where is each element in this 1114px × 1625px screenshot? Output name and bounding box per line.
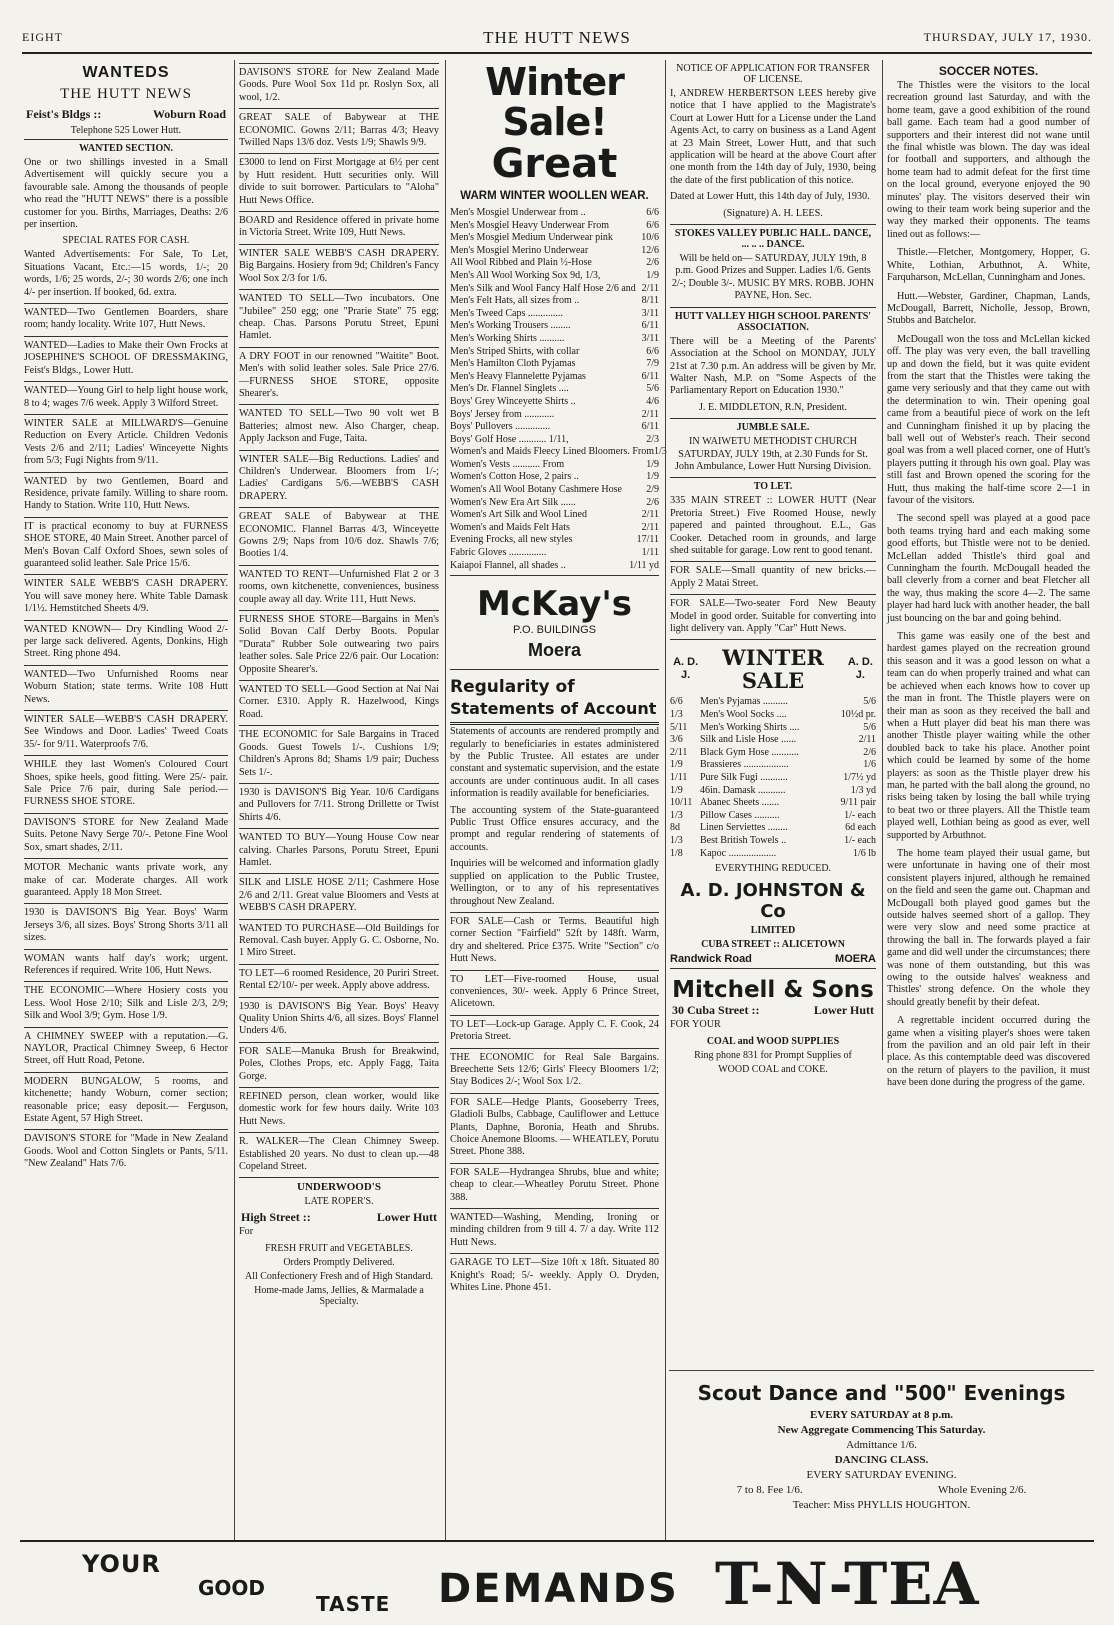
sale-item	[670, 759, 876, 772]
sale-item-old-price: 1/9	[670, 759, 683, 771]
stokes-valley-heading: STOKES VALLEY PUBLIC HALL. DANCE, ... .. .. DANCE.	[674, 228, 872, 251]
classified-ad: WANTED TO RENT—Unfurnished Flat 2 or 3 rooms, own kitchenette, conveniences, business couple away all day. Write 111, Hutt News.	[239, 568, 439, 605]
price-item	[450, 409, 659, 422]
price-item-value: 2/11	[641, 521, 659, 533]
adj-address-1: CUBA STREET :: ALICETOWN	[701, 939, 845, 951]
classified-ad: FOR SALE—Hedge Plants, Gooseberry Trees, Gladioli Bulbs, Cabbage, Cauliflower and Lettuce Plants, Daphne, Boronia, Heath and Shrubs. Choice Anemone Blooms. — WHEATLEY, Porutu Street. Phone 388.	[450, 1096, 659, 1158]
regularity-heading: Regularity of	[450, 677, 575, 698]
classified-ad: BOARD and Residence offered in private home in Victoria Street. Write 109, Hutt News.	[239, 215, 439, 239]
price-item	[450, 232, 659, 245]
sale-item-name: Men's Wool Socks ....	[700, 709, 787, 720]
sale-item	[670, 848, 876, 861]
price-item-value: 6/11	[641, 370, 659, 382]
classified-ad: WINTER SALE WEBB'S CASH DRAPERY. You will save money here. White Table Damask 1/1½. Hemstitched Sheets 4/9.	[24, 578, 228, 615]
price-item	[450, 471, 659, 484]
price-item	[450, 497, 659, 510]
price-item	[450, 371, 659, 384]
soccer-paragraph: A regrettable incident occurred during the game when a visiting player's shoes were taken from the pavilion and an old pair left in their place. As this contemptable deed was discovered on the return of players to the pavilion, it must have been done during the progress of the game.	[887, 1015, 1090, 1089]
classified-ad: £3000 to lend on First Mortgage at 6½ per cent by Hutt resident. Hutt securities only. Will divide to suit borrower. Particulars to "Aloha" Hutt News Office.	[239, 157, 439, 206]
price-item-value: 2/3	[646, 433, 659, 445]
price-item-name: Fabric Gloves ...............	[450, 547, 547, 559]
classified-ad: DAVISON'S STORE for New Zealand Made Suits. Petone Navy Serge 70/-. Petone Fine Wool Sox, smart shades, 2/11.	[24, 816, 228, 853]
banner-good: GOOD	[198, 1576, 266, 1600]
price-item-value: 17/11	[636, 534, 659, 546]
price-item-value: 2/11	[641, 408, 659, 420]
stokes-valley-text: Will be held on— SATURDAY, JULY 19th, 8 p.m. Good Prizes and Supper. Ladies 1/6. Gents 2/-; Double 3/-. MUSIC BY MRS. ROBB. JOHN PAYNE, Hon. Sec.	[671, 253, 875, 302]
price-item-name: Men's Dr. Flannel Singlets ....	[450, 383, 569, 395]
mitchell-for: FOR YOUR	[670, 1019, 721, 1031]
winter-sale-price-list	[450, 207, 667, 572]
price-item-name: Men's Tweed Caps ..............	[450, 307, 563, 319]
classified-ad: FOR SALE—Cash or Terms. Beautiful high corner Section "Fairfield" 52ft by 148ft. Warm, dry and sheltered. Price £375. Write "Section" c/o Hutt News.	[450, 915, 659, 965]
classified-ad: WANTED—Ladies to Make their Own Frocks at JOSEPHINE'S SCHOOL OF DRESSMAKING, Feist's Bldgs., Lower Hutt.	[24, 339, 228, 376]
price-item-name: Evening Frocks, all new styles	[450, 534, 573, 546]
price-item-name: Men's Striped Shirts, with collar	[450, 345, 580, 357]
price-item-value: 8/11	[641, 295, 659, 307]
soccer-paragraph: Hutt.—Webster, Gardiner, Chapman, Lands, McDougall, Barrett, Nicholle, Jessop, Brown, Stubbs and Batchelor.	[887, 290, 1090, 327]
winter-sale-heading: Winter Sale!	[485, 60, 624, 144]
sale-item	[670, 785, 876, 798]
price-item	[450, 459, 659, 472]
classified-ad: WANTED TO SELL—Two 90 volt wet B Batteries; almost new. Also Charger, cheap. Apply Jackson and Fuge, Taita.	[239, 408, 439, 445]
mitchell-ring: Ring phone 831 for Prompt Supplies of	[694, 1049, 852, 1061]
great-heading: Great	[491, 141, 618, 187]
classified-ad: WANTED—Two Gentlemen Boarders, share room; handy locality. Write 107, Hutt News.	[24, 307, 228, 331]
price-item-value: 2/11	[641, 282, 659, 294]
notice-dated: Dated at Lower Hutt, this 14th day of July, 1930.	[670, 191, 870, 203]
classified-ad: WINTER SALE—WEBB'S CASH DRAPERY. See Windows and Door. Ladies' Tweed Coats 35/- for 9/11. Waterproofs 7/6.	[24, 714, 228, 750]
sale-item	[670, 810, 876, 823]
classified-ad: TO LET—Lock-up Garage. Apply C. F. Cook, 24 Pretoria Street.	[450, 1018, 659, 1043]
price-item	[450, 283, 659, 296]
price-item-name: Men's Mosgiel Underwear from ..	[450, 207, 586, 218]
price-item-value: 1/9	[646, 269, 659, 281]
classified-ad: MOTOR Mechanic wants private work, any make of car. Moderate charges. All work guaranteed. Apply 18 Mon Street.	[24, 862, 228, 898]
sale-item-name: Brassieres ..................	[700, 759, 789, 771]
underwood-sub: LATE ROPER'S.	[304, 1196, 374, 1208]
sale-item-old-price: 6/6	[670, 696, 683, 708]
sale-item-old-price: 1/3	[670, 809, 683, 821]
price-item	[450, 207, 659, 220]
mckay-name: McKay's	[476, 584, 633, 625]
price-item-value: 10/6	[641, 232, 659, 244]
price-item-name: Men's Mosgiel Heavy Underwear From	[450, 219, 609, 231]
sale-item	[670, 772, 876, 785]
scout-line5: EVERY SATURDAY EVENING.	[806, 1469, 957, 1481]
price-item	[450, 308, 659, 321]
price-item-name: Men's Working Trousers ........	[450, 320, 571, 332]
jumble-sale-heading: JUMBLE SALE.	[736, 422, 810, 434]
sale-item-new-price: 1/- each	[844, 834, 876, 846]
banner-your: YOUR	[82, 1550, 161, 1578]
price-item-name: Men's All Wool Working Sox 9d, 1/3,	[450, 269, 601, 281]
price-item-value: 6/11	[641, 320, 659, 332]
sale-item-name: Linen Serviettes ........	[700, 822, 788, 834]
scout-line3: Admittance 1/6.	[846, 1439, 917, 1451]
price-item-value: 3/11	[641, 332, 659, 344]
classified-ad: FOR SALE—Small quantity of new bricks.—Apply 2 Matai Street.	[670, 565, 876, 589]
sale-item-name: Silk and Lisle Hose ......	[700, 734, 797, 746]
soccer-paragraph: McDougall won the toss and McLellan kicked off. The play was very even, the ball travelling up and down the field, but it was quite evident from the start that the Thistles were taking the game very seriously and that they came out with the determination to win. Their opening goal came from a beautiful piece of work on the left and Cunningham finished it up by placing the ball well out of Webster's reach. Their second goal was from a well placed corner, one of Hutt's players putting it through his own goal. Play was still fast and Brown opened the scoring for the Hutt, thus making the half-time score 2—1 in favour of the visitors.	[887, 333, 1090, 506]
sale-item-name: Kapoc ...................	[700, 847, 777, 859]
price-item-name: Women's Cotton Hose, 2 pairs ..	[450, 471, 579, 483]
classified-ad: 1930 is DAVISON'S Big Year. Boys' Warm Jerseys 3/6, all sizes. Boys' Strong Shorts 3/11 all sizes.	[24, 907, 228, 944]
sale-item-new-price: 5/6	[863, 696, 876, 708]
office-address: Feist's Bldgs :: Woburn Road	[26, 107, 226, 121]
price-item	[450, 270, 659, 283]
price-item-value: 1/11	[641, 547, 659, 559]
classified-ad: FOR SALE—Two-seater Ford New Beauty Model in good order. Suitable for converting into light delivery van. Apply "Car" Hutt News.	[670, 598, 876, 634]
scout-dance-title: Scout Dance and "500" Evenings	[697, 1381, 1066, 1405]
classified-ad: WINTER SALE WEBB'S CASH DRAPERY. Big Bargains. Hosiery from 9d; Children's Fancy Wool Sox 2/3 for 1/6.	[239, 247, 439, 284]
public-trust-text-2: The accounting system of the State-guaranteed Public Trust Office ensures accuracy, and the prompt and regular rendering of statements of accounts.	[450, 804, 659, 853]
adj-company-name: A. D. JOHNSTON & Co	[680, 880, 866, 923]
sale-item-old-price: 5/11	[670, 721, 688, 733]
sale-item-old-price: 1/11	[670, 771, 688, 783]
office-telephone: Telephone 525 Lower Hutt.	[70, 125, 182, 136]
adj-limited: LIMITED	[750, 925, 796, 937]
classified-ad: THE ECONOMIC for Real Sale Bargains. Breechette Sets 12/6; Girls' Fleecy Bloomers 1/2; Stay Bodices 2/-; Wool Sox 1/2.	[450, 1051, 659, 1088]
sale-item-old-price: 2/11	[670, 746, 688, 758]
sale-item	[670, 747, 876, 760]
sale-item-old-price: 10/11	[670, 797, 693, 809]
classified-ad: WANTED TO SELL—Two incubators. One "Jubilee" 250 egg; one "Prarie State" 75 egg; cheap. Chas. Parsons Porutu Street, Epuni Hamlet.	[239, 293, 439, 342]
price-item-name: Women's All Wool Botany Cashmere Hose	[450, 484, 622, 496]
price-item-value: 7/9	[646, 358, 659, 370]
sale-item-new-price: 1/3 yd	[850, 784, 876, 796]
price-item-value: 1/11 yd	[629, 559, 659, 571]
classified-ad: 1930 is DAVISON'S Big Year. Boys' Heavy Quality Union Shirts 4/6, all sizes. Boys' Flannel Unders 4/6.	[239, 1000, 439, 1037]
price-item	[450, 383, 659, 396]
to-let-text: 335 MAIN STREET :: LOWER HUTT (Near Pretoria Street.) Five Roomed House, newly papered and painted throughout. E.L., Gas Cooker. Detached room in grounds, and large shed suitable for garage. Low rent to good tenant.	[670, 495, 876, 556]
price-item-name: Men's Hamilton Cloth Pyjamas	[450, 358, 576, 370]
sale-item-new-price: 10½d pr.	[840, 709, 876, 720]
classified-ad: IT is practical economy to buy at FURNESS SHOE STORE, 40 Main Street. Another parcel of Men's Bovan Calf Oxford Shoes, sewn soles of guaranteed solid leather. Sale Price 15/6.	[24, 520, 228, 569]
column-wanteds	[20, 60, 232, 1540]
sale-item-new-price: 1/7½ yd	[843, 771, 876, 783]
price-item	[450, 421, 659, 434]
warm-winter-heading: WARM WINTER WOOLLEN WEAR.	[460, 190, 649, 202]
scout-line2: New Aggregate Commencing This Saturday.	[777, 1424, 986, 1436]
price-item	[450, 220, 659, 233]
classified-ad: WANTED TO SELL—Good Section at Nai Nai Corner. £310. Apply R. Hazelwood, Kings Road.	[239, 684, 439, 720]
special-rates-heading: SPECIAL RATES FOR CASH.	[62, 235, 190, 247]
underwood-line1: FRESH FRUIT and VEGETABLES.	[265, 1242, 413, 1254]
classified-ad: WANTED KNOWN— Dry Kindling Wood 2/- per large sack delivered. Agents, Donkins, High Street. Ring phone 494.	[24, 623, 228, 660]
classified-ad: 1930 is DAVISON'S Big Year. 10/6 Cardigans and Pullovers for 7/11. Strong Drillette or Twist Shirts 4/6.	[239, 786, 439, 823]
sale-item	[670, 822, 876, 835]
underwood-line3: All Confectionery Fresh and of High Standard.	[244, 1270, 434, 1282]
classified-ad: GARAGE TO LET—Size 10ft x 18ft. Situated 80 Knight's Road; 5/- weekly. Apply O. Dryden, Whites Line. Phone 451.	[450, 1257, 659, 1294]
price-item-name: Men's Heavy Flannelette Pyjamas	[450, 370, 586, 382]
classified-ad: SILK and LISLE HOSE 2/11; Cashmere Hose 2/6 and 2/11. Great value Bloomers and Vests at WEBB'S CASH DRAPERY.	[239, 877, 439, 914]
underwood-for: For	[239, 1226, 254, 1238]
underwood-address: High Street :: Lower Hutt	[241, 1210, 437, 1225]
column-notices	[665, 60, 880, 1540]
masthead	[22, 26, 1092, 54]
price-item	[450, 333, 659, 346]
classified-ad: WOMAN wants half day's work; urgent. References if required. Write 106, Hutt News.	[24, 952, 228, 976]
column-sale-ads	[445, 60, 667, 1540]
wanteds-heading: WANTEDS	[82, 64, 170, 81]
notice-heading: NOTICE OF APPLICATION FOR TRANSFER OF LICENSE.	[676, 63, 870, 85]
classified-ad: WINTER SALE—Big Reductions. Ladies' and Children's Underwear. Bloomers from 1/-; Ladies' Cardigans 5/6.—WEBB'S CASH DRAPERY.	[239, 453, 439, 502]
to-let-heading: TO LET.	[753, 481, 793, 493]
price-item	[450, 534, 659, 547]
sale-item-old-price: 1/9	[670, 784, 683, 796]
price-item	[450, 396, 659, 409]
mckay-place: Moera	[527, 640, 581, 661]
price-item-value: 2/9	[646, 484, 659, 496]
scout-line1: EVERY SATURDAY at 8 p.m.	[809, 1409, 954, 1421]
classified-ad: MODERN BUNGALOW, 5 rooms, and kitchenette; handy Woburn, corner section; reasonable price; easy deposit.— Ferguson, Estate Agent, 57 High Street.	[24, 1075, 228, 1124]
mckay-sub: P.O. BUILDINGS	[513, 624, 596, 637]
price-item-name: All Wool Ribbed and Plain ½-Hose	[450, 257, 592, 269]
banner-tn-tea: T-N-TEA	[715, 1550, 980, 1618]
classified-ad: WANTED—Two Unfurnished Rooms near Woburn Station; state terms. Write 108 Hutt News.	[24, 668, 228, 705]
banner-demands: DEMANDS	[438, 1566, 679, 1612]
public-trust-text-3: Inquiries will be welcomed and information gladly supplied on application to the Public Trustee, Wellington, or to any of his representatives throughout New Zealand.	[450, 858, 659, 907]
price-item-name: Men's Mosgiel Merino Underwear	[450, 244, 589, 256]
price-item	[450, 547, 659, 560]
sale-item-new-price: 2/6	[863, 746, 876, 758]
adj-logo-left: A. D. J.	[673, 656, 699, 682]
sale-item-name: Pillow Cases ..........	[700, 809, 780, 821]
hutt-news-heading: THE HUTT NEWS	[60, 86, 192, 102]
adj-winter-sale-header	[670, 646, 876, 692]
soccer-notes-heading: SOCCER NOTES.	[938, 64, 1039, 78]
statements-heading: Statements of Account	[450, 698, 659, 725]
sale-item	[670, 734, 876, 747]
sale-item-old-price: 8d	[670, 822, 680, 834]
soccer-paragraph: Thistle.—Fletcher, Montgomery, Hopper, G. White, Lothian, Arbuthnot, A. White, Farquharson, McLellan, Cunningham and Jones.	[887, 247, 1090, 284]
classified-ad: THE ECONOMIC for Sale Bargains in Traced Goods. Guest Towels 1/-. Cushions 1/9; Children's Aprons 8d; Shams 1/9 pair; Duchess Sets 1/-.	[239, 729, 439, 778]
underwood-line4: Home-made Jams, Jellies, & Marmalade a Specialty.	[254, 1284, 424, 1307]
classified-ad: TO LET—6 roomed Residence, 20 Puriri Street. Rental £2/10/- per week. Apply above address.	[239, 967, 439, 992]
page-number: EIGHT	[22, 30, 63, 44]
hutt-valley-heading: HUTT VALLEY HIGH SCHOOL PARENTS' ASSOCIATION.	[674, 310, 872, 333]
tn-tea-banner	[20, 1540, 1094, 1622]
sale-item	[670, 709, 876, 722]
mitchell-wood-coal-coke: WOOD COAL and COKE.	[718, 1063, 828, 1075]
price-item-name: Women's Art Silk and Wool Lined	[450, 509, 587, 521]
classified-ad: THE ECONOMIC—Where Hosiery costs you Less. Wool Hose 2/10; Silk and Lisle 2/3, 2/9; Silk and Wool 3/9; Gym. Hose 1/9.	[24, 985, 228, 1022]
classified-ad: GREAT SALE of Babywear at THE ECONOMIC. Flannel Barras 4/3, Winceyette Gowns 2/9; Naps from 10/6 doz. Shawls 7/6; Booties 1/4.	[239, 511, 439, 560]
issue-date: THURSDAY, JULY 17, 1930.	[923, 30, 1092, 44]
sale-item-old-price: 1/3	[670, 709, 683, 720]
adj-address-2: Randwick Road MOERA	[670, 953, 876, 966]
price-item	[450, 509, 659, 522]
price-item	[450, 560, 659, 573]
price-item-name: Men's Felt Hats, all sizes from ..	[450, 295, 580, 307]
classified-ad: FURNESS SHOE STORE—Bargains in Men's Solid Bovan Calf Derby Boots. Popular "Durata" Rubber Sole outwearing two pairs leather soles. Sale Price 22/6 pair. Our Location: Opposite Shearer's.	[239, 614, 439, 675]
sale-item-name: Black Gym Hose ...........	[700, 746, 799, 758]
sale-item	[670, 835, 876, 848]
newspaper-title: THE HUTT NEWS	[483, 28, 631, 47]
sale-item-new-price: 5/6	[863, 721, 876, 733]
price-item	[450, 346, 659, 359]
sale-item-old-price: 3/6	[670, 734, 683, 746]
notice-signature: (Signature) A. H. LEES.	[723, 207, 823, 219]
sale-item-new-price: 1/6	[863, 759, 876, 771]
sale-item-name: Best British Towels ..	[700, 834, 787, 846]
classified-ad: TO LET—Five-roomed House, usual conveniences, 30/- week. Apply 6 Prince Street, Alicetown.	[450, 973, 659, 1010]
sale-item-new-price: 9/11 pair	[840, 797, 876, 809]
hutt-valley-signature: J. E. MIDDLETON, R.N, President.	[698, 401, 848, 413]
price-item	[450, 320, 659, 333]
soccer-paragraph: The Thistles were the visitors to the local recreation ground last Saturday, and with the home team, gave a good exhibition of the round ball game. Each team had a good number of supporters and their interest did not wane until the final whistle was blown. The day was ideal for football and supporters, and although the home team had to admit defeat for the first time on the local ground, everyone enjoyed the 90 minutes' play. The visitors deserved their win owing to their team work being superior and the way they marked their opponents. The teams lined out as follows:—	[887, 80, 1090, 240]
price-item-value: 2/6	[646, 257, 659, 269]
price-item	[450, 434, 659, 447]
jumble-sale-text: IN WAIWETU METHODIST CHURCH SATURDAY, JULY 19th, at 2.30 Funds for St. John Ambulance, Lower Hutt Nursing Division.	[674, 436, 872, 472]
rates-text: Wanted Advertisements: For Sale, To Let, Situations Vacant, Etc.:—15 words, 1/-; 20 words, 1/6; 25 words, 2/-; 30 words 2/6; one inch 4/- per insertion. If booked, 6d. extra.	[24, 249, 228, 298]
sale-item-name: Abanec Sheets .......	[700, 797, 780, 809]
price-item-name: Women's and Maids Fleecy Lined Bloomers. From	[450, 446, 655, 458]
classified-ad: WINTER SALE at MILLWARD'S—Genuine Reduction on Every Article. Children Vedonis Vests 2/6 and 2/11; Ladies' Winceyette Nights from 5/3; Fugi Nights from 9/11.	[24, 417, 228, 467]
price-item-name: Boys' Golf Hose ........... 1/11,	[450, 433, 569, 445]
price-item-value: 2/11	[641, 509, 659, 521]
underwood-name: UNDERWOOD'S	[297, 1181, 381, 1194]
sale-item	[670, 722, 876, 735]
scout-dance-ad	[669, 1370, 1094, 1536]
price-item-value: 6/6	[646, 219, 659, 231]
soccer-paragraph: The second spell was played at a good pace both teams trying hard and each making some good efforts, but Thistle were not to be denied. McLellan added Thistle's third goal and Cunningham the fourth. McDougall headed the ball cleverly from a corner and beat Fletcher all the way, thus making the score 4—2. The same player had hard luck with another header, the ball just bouncing on the bar and going behind.	[887, 513, 1090, 624]
wanted-intro: One or two shillings invested in a Small Advertisement will quickly secure you a favourable sale. Among the thousands of people who read the "HUTT NEWS" there is a possible customer for you. Births, Marriages, Deaths: 2/6 per insertion.	[24, 157, 228, 231]
sale-item-new-price: 1/- each	[844, 809, 876, 821]
underwood-line2: Orders Promptly Delivered.	[283, 1256, 395, 1268]
price-item-name: Kaiapoi Flannel, all shades ..	[450, 559, 566, 571]
classified-ad: R. WALKER—The Clean Chimney Sweep. Established 20 years. No dust to clean up.—48 Copeland Street.	[239, 1136, 439, 1173]
price-item-name: Women's New Era Art Silk ......	[450, 496, 576, 508]
sale-item-old-price: 1/3	[670, 834, 683, 846]
scout-line7: Teacher: Miss PHYLLIS HOUGHTON.	[792, 1499, 971, 1511]
price-item-value: 4/6	[646, 395, 659, 407]
price-item-name: Boys' Grey Winceyette Shirts ..	[450, 395, 576, 407]
public-trust-text-1: Statements of accounts are rendered promptly and regularly to beneficiaries in estates administered by the Public Trustee. All estates are under constant and systematic supervision, and the estate accounts are under continuous audit. In all cases information is readily available for beneficiaries.	[450, 726, 659, 800]
wanted-section-heading: WANTED SECTION.	[79, 143, 173, 154]
price-item-value: 1/3	[654, 446, 667, 458]
price-item-name: Men's Silk and Wool Fancy Half Hose 2/6 and	[450, 282, 636, 294]
classified-ad: WHILE they last Women's Coloured Court Shoes, spike heels, good fitting. Were 25/- pair. Sale Price 7/6 pair, during Sale period.—FURNESS SHOE STORE.	[24, 759, 228, 808]
price-item-value: 1/9	[646, 458, 659, 470]
price-item	[450, 245, 659, 258]
scout-line4: DANCING CLASS.	[834, 1454, 929, 1466]
sale-item-name: 46in. Damask ...........	[700, 784, 786, 796]
classified-ad: FOR SALE—Manuka Brush for Breakwind, Poles, Clothes Props, etc. Apply Fagg, Taita Gorge.	[239, 1045, 439, 1082]
classified-ad: A CHIMNEY SWEEP with a reputation.—G. NAYLOR, Practical Chimney Sweep, 6 Hector Street, off Hutt Road, Petone.	[24, 1030, 228, 1067]
sale-item-new-price: 2/11	[858, 734, 876, 746]
price-item-value: 6/11	[641, 421, 659, 433]
column-soccer-notes	[882, 60, 1094, 1089]
price-item-value: 6/6	[646, 207, 659, 218]
price-item-value: 3/11	[641, 307, 659, 319]
adj-winter-sale-title: WINTER SALE	[722, 645, 824, 694]
classified-ad: DAVISON'S STORE for "Made in New Zealand Goods. Wool and Cotton Singlets or Pants, 5/11. "New Zealand" Hats 7/6.	[24, 1133, 228, 1170]
price-item	[450, 446, 667, 459]
price-item	[450, 522, 659, 535]
price-item-value: 5/6	[646, 383, 659, 395]
classified-ad: WANTED by two Gentlemen, Board and Residence, private family. Willing to share room. Handy to Station. Write 110, Hutt News.	[24, 475, 228, 512]
soccer-paragraph: This game was easily one of the best and hardest games played on the recreation ground this season and it was a good lesson on what a team can do when properly trained and what can be achieved when each knows how to cover up the man in front. The Thistle players were on their man as soon as they received the ball and when a Hutt player did beat his man there was another Thistle player waiting while the other doubled back to take his place. Another point which could be learned by some of the home players: as soon as the Thistle player drew his man, he parted with the ball along the ground, no risks being taken by losing the ball while trying to beat two or three players. All the Thistle team played well, Lothian being as good as ever, well supported by Arbuthnot.	[887, 631, 1090, 841]
price-item-value: 2/6	[646, 496, 659, 508]
adj-price-list	[670, 696, 876, 860]
price-item-name: Boys' Jersey from ............	[450, 408, 555, 420]
sale-item	[670, 797, 876, 810]
classified-ad: GREAT SALE of Babywear at THE ECONOMIC. Gowns 2/11; Barras 4/3; Heavy Twilled Naps 13/6 doz. Vests 1/9; Shawls 9/9.	[239, 112, 439, 149]
price-item-name: Boys' Pullovers ..............	[450, 421, 551, 433]
classified-ad: WANTED TO PURCHASE—Old Buildings for Removal. Cash buyer. Apply G. C. Osborne, No. 1 Miro Street.	[239, 922, 439, 959]
soccer-paragraph: The home team played their usual game, but were unfortunate in having one of their most consistent players injured, although he remained on the field and seen the game out. Chapman and McDougall both played good games but the outside halves seemed short of a gallop. They were very slow and need some practice at throwing the ball in. The forwards played a fair game and did well under the circumstances; there was none of them outstanding, but this was owing to the outside halves' weakness and Thistles' strong defence. On the whole they should greatly benefit by their defeat.	[887, 847, 1090, 1008]
mitchell-coal: COAL and WOOD SUPPLIES	[706, 1035, 840, 1047]
mitchell-name: Mitchell & Sons	[672, 977, 874, 1004]
sale-item-old-price: 1/8	[670, 847, 683, 859]
classified-ad: A DRY FOOT in our renowned "Waitite" Boot. Men's with solid leather soles. Sale Price 27/6.—FURNESS SHOE STORE, opposite Shearer's.	[239, 350, 439, 399]
scout-line6: 7 to 8. Fee 1/6. Whole Evening 2/6.	[736, 1484, 1027, 1496]
sale-item-name: Men's Working Shirts ....	[700, 721, 800, 733]
classified-ad: WANTED TO BUY—Young House Cow near calving. Charles Parsons, Porutu Street, Epuni Hamlet.	[239, 832, 439, 868]
price-item	[450, 358, 659, 371]
sale-item-new-price: 6d each	[845, 822, 876, 834]
price-item-value: 12/6	[641, 244, 659, 256]
everything-reduced: EVERYTHING REDUCED.	[714, 863, 832, 875]
price-item-value: 6/6	[646, 345, 659, 357]
classified-ad: REFINED person, clean worker, would like domestic work for few hours daily. Write 103 Hutt News.	[239, 1091, 439, 1127]
classified-ad: FOR SALE—Hydrangea Shrubs, blue and white; cheap to clear.—Wheatley Porutu Street. Phone 388.	[450, 1166, 659, 1203]
hutt-valley-text: There will be a Meeting of the Parents' Association at the School on MONDAY, JULY 21st at 7.30 p.m. An address will be given by Mr. Walter Nash, M.P. on "Some Aspects of the Parliamentary Report on Education 1930."	[670, 335, 876, 397]
classified-ad: DAVISON'S STORE for New Zealand Made Goods. Pure Wool Sox 11d pr. Roslyn Sox, all wool, 1/2.	[239, 67, 439, 103]
price-item	[450, 257, 659, 270]
price-item-name: Women's and Maids Felt Hats	[450, 521, 570, 533]
price-item-value: 1/9	[646, 471, 659, 483]
sale-item-new-price: 1/6 lb	[852, 847, 876, 859]
classified-ad: WANTED—Young Girl to help light house work, 8 to 4; wages 7/6 week. Apply 3 Wilford Street.	[24, 385, 228, 409]
price-item	[450, 484, 659, 497]
price-item-name: Men's Working Shirts ..........	[450, 332, 565, 344]
sale-item	[670, 696, 876, 709]
sale-item-name: Pure Silk Fugi ...........	[700, 771, 788, 783]
banner-taste: TASTE	[316, 1592, 391, 1616]
sale-item-name: Men's Pyjamas ..........	[700, 696, 788, 708]
column-classifieds-2	[234, 60, 443, 1540]
classified-ad: WANTED—Washing, Mending, Ironing or minding children from 9 till 4. 7/ a day. Write 112 Hutt News.	[450, 1212, 659, 1248]
mitchell-address: 30 Cuba Street :: Lower Hutt	[672, 1003, 874, 1018]
notice-text: I, ANDREW HERBERTSON LEES hereby give notice that I have applied to the Magistrate's Court at Lower Hutt for a License under the Land Agents Act, to carry on business as a Land Agent at 23 Main Street, Lower Hutt, and that such application will be heard at the above Court after one month from the 14th day of July, 1930, being the date of the first publication of this notice.	[670, 88, 876, 186]
adj-logo-right: A. D. J.	[847, 656, 873, 682]
price-item	[450, 295, 659, 308]
price-item-name: Women's Vests ........... From	[450, 458, 565, 470]
price-item-name: Men's Mosgiel Medium Underwear pink	[450, 232, 613, 244]
